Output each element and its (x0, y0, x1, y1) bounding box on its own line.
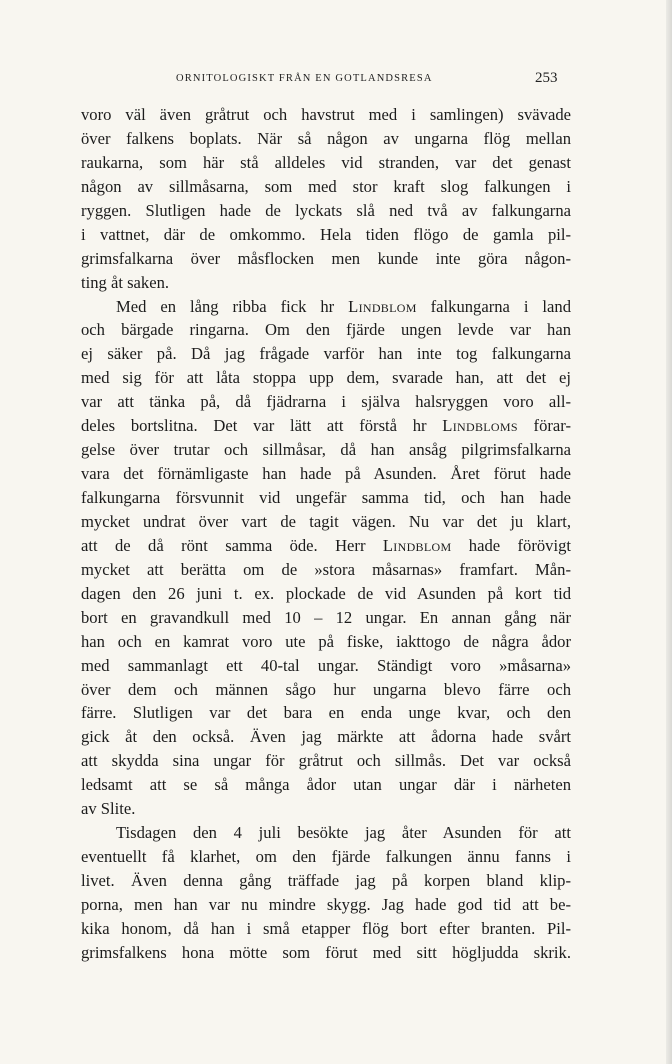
text-line: mycket att berätta om de »stora måsarnas» framfart. Mån- (81, 559, 571, 579)
text-line: gick åt den också. Även jag märkte att ådorna hade svårt (81, 727, 571, 747)
page-number: 253 (535, 70, 558, 86)
text-line: färre. Slutligen var det bara en enda unge kvar, och den (81, 703, 571, 723)
text-line: att de då rönt samma öde. Herr Lindblom hade förövigt (81, 535, 571, 555)
text-line: med sammanlagt ett 40-tal ungar. Ständigt voro »måsarna» (81, 655, 571, 675)
small-caps-name: Lindbloms (442, 416, 518, 436)
text-line: Med en lång ribba fick hr Lindblom falkungarna i land (116, 296, 571, 316)
text-line: grimsfalkarna över måsflocken men kunde inte göra någon- (81, 248, 571, 268)
text-line: han och en kamrat voro ute på fiske, iakttogo de några ådor (81, 631, 571, 651)
text-line: över falkens boplats. När så någon av ungarna flög mellan (81, 128, 571, 148)
text-line: vara det förnämligaste han hade på Asunden. Året förut hade (81, 464, 571, 484)
small-caps-name: Lindblom (382, 535, 452, 555)
paragraph (81, 821, 571, 965)
text-line: dagen den 26 juni t. ex. plockade de vid Asunden på kort tid (81, 583, 571, 603)
text-line: ryggen. Slutligen hade de lyckats slå ned två av falkungarna (81, 200, 571, 220)
text-line: någon av sillmåsarna, som med stor kraft slog falkungen i (81, 176, 571, 196)
text-line: deles bortslitna. Det var lätt att förstå hr Lindbloms förar- (81, 416, 571, 436)
text-line: grimsfalkens hona mötte som förut med sitt högljudda skrik. (81, 942, 571, 962)
text-line: eventuellt få klarhet, om den fjärde falkungen ännu fanns i (81, 847, 571, 867)
text-line: med sig för att låta stoppa upp dem, svarade han, att det ej (81, 368, 571, 388)
text-line: voro väl även gråtrut och havstrut med i samlingen) svävade (81, 105, 571, 124)
text-line: porna, men han var nu mindre skygg. Jag hade god tid att be- (81, 894, 571, 914)
text-line: raukarna, som här stå alldeles vid stranden, var det genast (81, 152, 571, 172)
text-line: falkungarna försvunnit vid ungefär samma tid, och han hade (81, 488, 571, 507)
text-line: livet. Även denna gång träffade jag på korpen bland klip- (81, 871, 571, 890)
text-line: kika honom, då han i små etapper flög bort efter branten. Pil- (81, 918, 571, 938)
text-line: Tisdagen den 4 juli besökte jag åter Asunden för att (116, 823, 571, 843)
running-header (0, 70, 672, 90)
text-line: mycket undrat över vart de tagit vägen. Nu var det ju klart, (81, 511, 571, 531)
text-line: i vattnet, där de omkommo. Hela tiden flögo de gamla pil- (81, 224, 571, 244)
running-title: ORNITOLOGISKT FRÅN EN GOTLANDSRESA (176, 73, 433, 84)
small-caps-name: Lindblom (348, 296, 417, 316)
paragraph (81, 295, 571, 822)
page-edge-shadow (666, 0, 672, 1064)
text-line: och bärgade ringarna. Om den fjärde ungen levde var han (81, 320, 571, 340)
text-line: ledsamt att se så många ådor utan ungar där i närheten (81, 775, 571, 795)
text-line: att skydda sina ungar för gråtrut och sillmås. Det var också (81, 751, 571, 771)
text-line: ej säker på. Då jag frågade varför han inte tog falkungarna (81, 344, 571, 364)
body-text (81, 103, 571, 965)
text-line: var att tänka på, då fjädrarna i själva halsryggen voro all- (81, 392, 571, 412)
text-line: ting åt saken. (81, 272, 170, 292)
text-line: över dem och männen sågo hur ungarna blevo färre och (81, 679, 571, 699)
text-line: bort en gravandkull med 10 – 12 ungar. En annan gång när (81, 607, 571, 627)
text-line: gelse över trutar och sillmåsar, då han ansåg pilgrimsfalkarna (81, 440, 571, 460)
text-line: av Slite. (81, 799, 136, 819)
paragraph (81, 103, 571, 295)
